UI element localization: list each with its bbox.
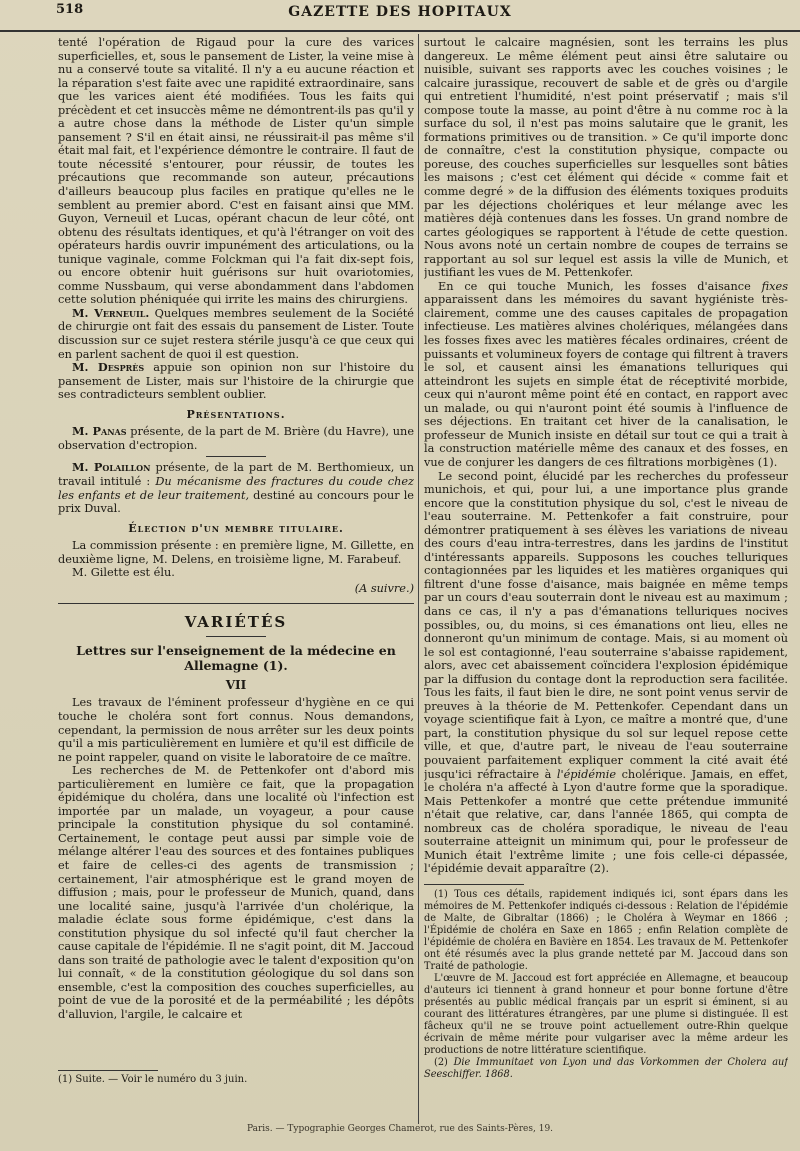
- speaker-text: présente, de la part de M. Berthomieux, un travail intitulé :: [58, 461, 414, 488]
- section-heading-election: Élection d'un membre titulaire.: [128, 521, 344, 535]
- speaker-text: présente, de la part de M. Brière (du Havre), une observation d'ectropion.: [58, 425, 414, 452]
- paragraph: Les travaux de l'éminent professeur d'hygiène en ce qui touche le choléra sont fort connus. Nous demandons, cependant, la permission de nous arrêter sur les deux points qu'il a mis particulièrement en lumière et qu'il est difficile de ne point rappeler, quand on visite le laboratoire de ce maître.: [58, 696, 414, 764]
- text-run: (2): [434, 1056, 454, 1068]
- speaker-text: destiné au concours pour le prix Duval.: [58, 488, 414, 516]
- divider: [58, 603, 414, 604]
- text-run: Le second point, élucidé par les recherches du professeur munichois, et qui, pour lui, a une importance plus grande encore que la constitution physique du sol, c'est le niveau de l'eau souterraine. M. Pettenkofer a fait construire, pour démontrer pratiquement à ses élèves les variations de niveau des cours d'eau intra-terrestres, dans les jardins de l'institut d'intéressants appareils. Supposons les couches telluriques contagionnées par les liquides et les matières organiques qui filtrent d'une fosse d'aisance, mais baignée en même temps par un cours d'eau souterrain dont le niveau est au maximum ; dans ce cas, il n'y a pas d'émanations telluriques nocives possibles, ou, du moins, si ces émanations ont lieu, elles ne donneront qu'un minimum de contage. Mais, si au moment où le sol est contagionné, l'eau souterraine s'abaisse rapidement, alors, avec cet abaissement coïncidera l'explosion épidémique par la diffusion du contage dont la reproduction sera facilitée. Tous les faits, il faut bien le dire, ne sont point venus servir de preuves à la théorie de M. Pettenkofer. Cependant dans un voyage scientifique fait à Lyon, ce maître a montré que, d'une part, la constitution physique du sol sur lequel repose cette ville, et que, d'autre part, le niveau de l'eau souterraine pouvaient parfaitement expliquer comment la cité avait été jusqu'ici réfractaire à: [424, 469, 788, 781]
- footnote-rule: [58, 1070, 158, 1071]
- speaker-name: M. Polaillon: [72, 460, 151, 475]
- speaker-name: M. Panas: [72, 424, 127, 439]
- part-number: VII: [225, 677, 247, 692]
- paragraph: tenté l'opération de Rigaud pour la cure des varices superficielles, et, sous le pansement de Lister, la veine mise à nu a conservé toute sa vitalité. Il n'y a eu aucune réaction et la réparation s'est faite avec une rapidité extraordinaire, sans que les varices aient été modifiées. Tous les faits qui précèdent et cet insuccès même ne démontrent-ils pas qu'il y a autre chose dans la méthode de Lister qu'un simple pansement ? S'il en était ainsi, ne réussirait-il pas même s'il était mal fait, et l'expérience démontre le contraire. Il faut de toute nécessité s'entourer, pour réussir, de toutes les précautions que recommande son auteur, précautions d'ailleurs beaucoup plus faciles en pratique qu'elles ne le semblent au premier abord. C'est en faisant ainsi que MM. Guyon, Verneuil et Lucas, opérant chacun de leur côté, ont obtenu des résultats identiques, et qu'à l'étranger on voit des opérateurs hardis ouvrir impunément des articulations, ou la tunique vaginale, comme Folckman qui l'a fait dix-sept fois, ou encore obtenir huit guérisons sur huit ovariotomies, comme Nussbaum, qui verse abondamment dans l'abdomen cette solution phéniquée qui irrite les mains des chirurgiens.: [58, 36, 414, 307]
- work-title: Die Immunitaet von Lyon und das Vorkommen der Cholera auf Seeschiffer. 1868.: [424, 1056, 788, 1080]
- section-heading-varietes: VARIÉTÉS: [184, 613, 288, 632]
- page-number: 518: [56, 2, 84, 17]
- text-run: apparaissent dans les mémoires du savant hygiéniste très-clairement, comme une des causes capitales de propagation infectieuse. Les matières alvines cholériques, mélangées dans les fosses fixes avec les matières fécales ordinaires, créent de puissants et volumineux foyers de contage qui filtrent à travers le sol, et causent ainsi les émanations telluriques qui atteindront les sujets en simple état de réceptivité morbide, ceux qui n'auront même point été en contact, en rapport avec un malade, ou qui n'auront point été soumis à l'influence de ses déjections. En traitant cet hiver de la canalisation, le professeur de Munich insiste en détail sur tout ce qui a trait à la construction matérielle même des canaux et des fosses, en vue de conjurer les dangers de ces filtrations morbigènes (1).: [424, 293, 788, 469]
- section-heading-presentations: Présentations.: [186, 407, 286, 421]
- a-suivre: (A suivre.): [354, 581, 414, 595]
- paragraph: [424, 470, 788, 876]
- paragraph-panas: [58, 425, 414, 452]
- paragraph: surtout le calcaire magnésien, sont les terrains les plus dangereux. Le même élément peut ainsi être salutaire ou nuisible, suivant ses rapports avec les couches voisines ; le calcaire jurassique, recouvert de sable et de grès ou d'argile qui entretient l'humidité, n'est point préservatif ; mais s'il compose toute la masse, au point d'être à nu comme roc à la surface du sol, il n'est pas moins salutaire que le granit, les formations primitives ou de transition. » Ce qu'il importe donc de connaître, c'est la constitution physique, compacte ou poreuse, des couches superficielles sur lesquelles sont bâties les maisons ; c'est cet élément qui décide « comme fait et comme degré » de la diffusion des éléments toxiques produits par les déjections cholériques et leur mélange avec les matières déjà contenues dans les fosses. Un grand nombre de cartes géologiques se rapportent à l'étude de cette question. Nous avons noté un certain nombre de coupes de terrains se rapportant au sol sur lequel est assis la ville de Munich, et justifiant les vues de M. Pettenkofer.: [424, 36, 788, 280]
- paragraph-verneuil: [58, 307, 414, 361]
- footnote-1-continued: L'œuvre de M. Jaccoud est fort appréciée en Allemagne, et beaucoup d'auteurs ici tiennent à grand honneur et pour bonne fortune d'être présentés au public médical français par un esprit si éminent, si au courant des littératures étrangères, par une plume si distinguée. Il est fâcheux qu'il ne se trouve point actuellement outre-Rhin quelque écrivain de même mérite pour vulgariser avec la même ardeur les productions de notre littérature scientifique.: [424, 972, 788, 1056]
- speaker-text: Quelques membres seulement de la Société de chirurgie ont fait des essais du pansement de Lister. Toute discussion sur ce sujet restera stérile jusqu'à ce que ceux qui en parlent sachent de quoi il est question.: [58, 306, 414, 361]
- article-title: Lettres sur l'enseignement de la médecine en Allemagne (1).: [76, 642, 396, 673]
- emphasis: l'épidémie: [556, 767, 617, 781]
- paragraph-election-result: M. Gilette est élu.: [72, 566, 175, 580]
- paragraph: [424, 280, 788, 470]
- paragraph-despres: [58, 361, 414, 402]
- imprint: Paris. — Typographie Georges Chamerot, rue des Saints-Pères, 19.: [246, 1124, 554, 1134]
- text-run: cholérique. Jamais, en effet, le choléra n'a affecté à Lyon d'autre forme que la sporadique. Mais Pettenkofer a montré que cette prétendue immunité n'était que relative, car, dans l'année 1865, qui compta de nombreux cas de choléra sporadique, le niveau de l'eau souterraine atteignit un minimum qui, pour le professeur de Munich était l'extrême limite ; une fois celle-ci dépassée, l'épidémie devait apparaître (2).: [424, 767, 788, 876]
- speaker-name: M. Verneuil.: [72, 305, 150, 320]
- left-column: [58, 36, 414, 1106]
- divider: [206, 636, 266, 637]
- page-header: [0, 0, 800, 32]
- footnote-rule: [424, 884, 524, 885]
- journal-title: GAZETTE DES HOPITAUX: [288, 4, 512, 20]
- emphasis: fixes: [761, 279, 788, 293]
- paragraph-polaillon: [58, 461, 414, 515]
- work-title: Du mécanisme des fractures du coude chez les enfants et de leur traitement,: [58, 474, 414, 502]
- paragraph-election: La commission présente : en première ligne, M. Gillette, en deuxième ligne, M. Delens, en troisième ligne, M. Farabeuf.: [58, 539, 414, 566]
- footnote-text: (1) Suite. — Voir le numéro du 3 juin.: [58, 1074, 248, 1085]
- right-column: [424, 36, 788, 1116]
- column-divider: [418, 34, 419, 1124]
- speaker-text: appuie son opinion non sur l'histoire du pansement de Lister, mais sur l'histoire de la chirurgie que ses contradicteurs semblent oublier.: [58, 361, 414, 402]
- divider: [206, 456, 266, 457]
- footnotes-right: [424, 889, 788, 1081]
- text-run: En ce qui touche Munich, les fosses d'aisance: [438, 279, 762, 293]
- speaker-name: M. Desprès: [72, 360, 145, 375]
- footnote-left: [58, 1070, 414, 1085]
- footnote-1: (1) Tous ces détails, rapidement indiqués ici, sont épars dans les mémoires de M. Pettenkofer indiqués ci-dessous : Relation de l'épidémie de Malte, de Gibraltar (1866) ; le Choléra à Weymar en 1866 ; l'Épidémie de choléra en Saxe en 1865 ; enfin Relation complète de l'épidémie de choléra en Bavière en 1854. Les travaux de M. Pettenkofer ont été résumés avec la plus grande netteté par M. Jaccoud dans son Traité de pathologie.: [424, 888, 788, 972]
- footnote-2: [424, 1057, 788, 1081]
- paragraph: Les recherches de M. de Pettenkofer ont d'abord mis particulièrement en lumière ce fait, que la propagation épidémique du choléra, dans une localité où l'infection est importée par un malade, un voyageur, a pour cause principale la constitution physique du sol contaminé. Certainement, le contage peut aussi par simple voie de mélange altérer l'eau des sources et des fontaines publiques et faire de celles-ci des agents de transmission ; certainement, l'air atmosphérique est le grand moyen de diffusion ; mais, pour le professeur de Munich, quand, dans une localité saine, jusqu'à l'arrivée d'un cholérique, la maladie éclate sous forme épidémique, c'est dans la constitution physique du sol infecté qu'il faut chercher la cause capitale de l'épidémie. Il ne s'agit point, dit M. Jaccoud dans son traité de pathologie avec le talent d'exposition qu'on lui connaît, « de la constitution géologique du sol dans son ensemble, c'est la composition des couches superficielles, au point de vue de la porosité et de la perméabilité ; les dépôts d'alluvion, l'argile, le calcaire et: [58, 764, 414, 1021]
